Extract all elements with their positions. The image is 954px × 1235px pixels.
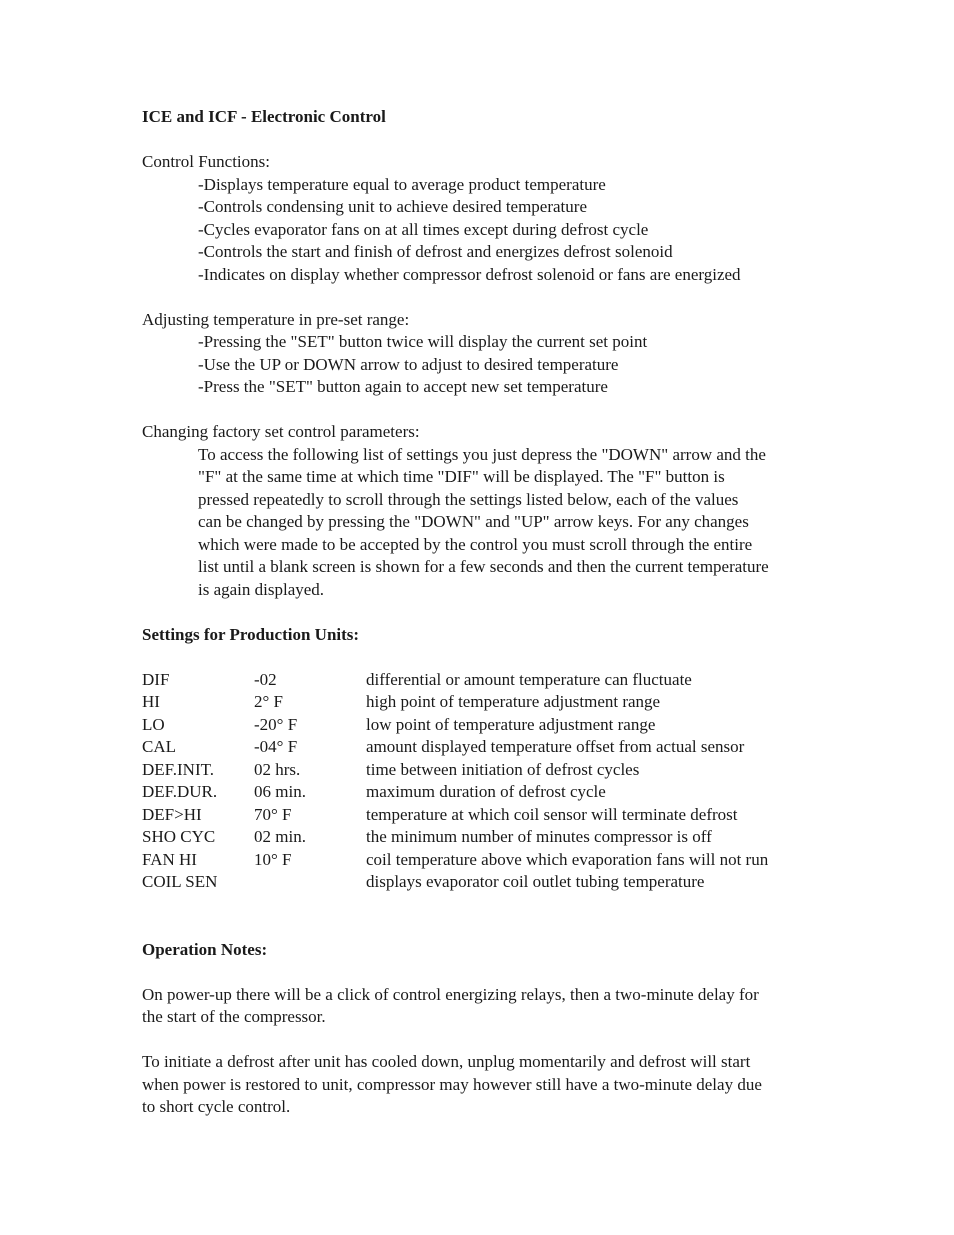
setting-code: COIL SEN	[142, 872, 218, 891]
settings-row	[142, 826, 842, 849]
spacer	[142, 399, 842, 422]
setting-code: DEF.DUR.	[142, 782, 218, 801]
setting-code: FAN HI	[142, 849, 197, 869]
setting-code: SHO CYC	[142, 827, 216, 846]
setting-code: DEF>HI	[142, 804, 202, 824]
paragraph-line: To initiate a defrost after unit has cooled down, unplug momentarily and defrost will start	[142, 1052, 751, 1071]
spacer	[142, 961, 842, 984]
paragraph-line: is again displayed.	[198, 579, 325, 599]
adjusting-list	[142, 331, 842, 399]
spacer	[142, 894, 842, 917]
document-page	[142, 106, 842, 1119]
control-functions-list	[142, 174, 842, 287]
setting-value: -02	[254, 669, 277, 689]
paragraph-line: when power is restored to unit, compressor may however still have a two-minute delay due	[142, 1074, 762, 1094]
spacer	[142, 646, 842, 669]
settings-row	[142, 669, 842, 692]
setting-value: 2° F	[254, 692, 284, 711]
list-item: -Press the "SET" button again to accept new set temperature	[198, 377, 608, 396]
setting-description: the minimum number of minutes compressor is off	[366, 827, 712, 846]
spacer	[142, 916, 842, 939]
settings-row	[142, 736, 842, 759]
paragraph-line: pressed repeatedly to scroll through the settings listed below, each of the values	[198, 489, 739, 509]
setting-code: DEF.INIT.	[142, 759, 214, 779]
setting-description: high point of temperature adjustment range	[366, 692, 661, 711]
settings-heading: Settings for Production Units:	[142, 624, 360, 644]
settings-row	[142, 804, 842, 827]
spacer	[142, 286, 842, 309]
list-item: -Cycles evaporator fans on at all times except during defrost cycle	[198, 219, 649, 239]
setting-code: DIF	[142, 669, 170, 689]
settings-row	[142, 714, 842, 737]
list-item: -Pressing the "SET" button twice will display the current set point	[198, 332, 648, 351]
setting-description: temperature at which coil sensor will terminate defrost	[366, 804, 738, 824]
spacer	[142, 129, 842, 152]
settings-table	[142, 669, 842, 894]
setting-description: low point of temperature adjustment range	[366, 714, 656, 734]
setting-description: maximum duration of defrost cycle	[366, 782, 606, 801]
setting-description: differential or amount temperature can fluctuate	[366, 669, 692, 689]
settings-row	[142, 781, 842, 804]
setting-description: time between initiation of defrost cycles	[366, 759, 640, 779]
paragraph-line: "F" at the same time at which time "DIF" will be displayed. The "F" button is	[198, 467, 725, 486]
setting-value	[254, 871, 366, 894]
settings-row	[142, 759, 842, 782]
paragraph-line: On power-up there will be a click of control energizing relays, then a two-minute delay for	[142, 984, 759, 1004]
setting-description: coil temperature above which evaporation fans will not run	[366, 849, 769, 869]
setting-code: HI	[142, 692, 160, 711]
setting-code: CAL	[142, 737, 176, 756]
setting-value: 10° F	[254, 849, 292, 869]
setting-value: 70° F	[254, 804, 292, 824]
settings-row	[142, 849, 842, 872]
adjusting-heading: Adjusting temperature in pre-set range:	[142, 309, 410, 329]
changing-paragraph	[142, 444, 842, 602]
paragraph-line: to short cycle control.	[142, 1097, 291, 1116]
setting-value: 02 hrs.	[254, 759, 301, 779]
setting-value: -20° F	[254, 714, 298, 734]
settings-row	[142, 871, 842, 894]
list-item: -Displays temperature equal to average product temperature	[198, 174, 606, 194]
spacer	[142, 601, 842, 624]
setting-description: amount displayed temperature offset from actual sensor	[366, 737, 745, 756]
list-item: -Controls condensing unit to achieve desired temperature	[198, 197, 587, 216]
changing-heading: Changing factory set control parameters:	[142, 422, 420, 441]
setting-code: LO	[142, 714, 165, 734]
operation-paragraph-2	[142, 1051, 842, 1119]
control-functions-heading: Control Functions:	[142, 152, 270, 171]
settings-row	[142, 691, 842, 714]
paragraph-line: can be changed by pressing the "DOWN" and "UP" arrow keys. For any changes	[198, 512, 749, 531]
setting-value: -04° F	[254, 737, 298, 756]
paragraph-line: To access the following list of settings you just depress the "DOWN" arrow and the	[198, 444, 766, 464]
setting-value: 06 min.	[254, 782, 306, 801]
spacer	[142, 1029, 842, 1052]
document-title: ICE and ICF - Electronic Control	[142, 107, 386, 126]
paragraph-line: which were made to be accepted by the control you must scroll through the entire	[198, 534, 753, 554]
list-item: -Controls the start and finish of defrost and energizes defrost solenoid	[198, 242, 673, 261]
setting-value: 02 min.	[254, 827, 306, 846]
list-item: -Indicates on display whether compressor defrost solenoid or fans are energized	[198, 264, 741, 284]
setting-description: displays evaporator coil outlet tubing temperature	[366, 872, 705, 891]
operation-paragraph-1	[142, 984, 842, 1029]
paragraph-line: list until a blank screen is shown for a few seconds and then the current temperature	[198, 557, 769, 576]
list-item: -Use the UP or DOWN arrow to adjust to desired temperature	[198, 354, 619, 374]
paragraph-line: the start of the compressor.	[142, 1007, 326, 1026]
operation-heading: Operation Notes:	[142, 939, 268, 959]
